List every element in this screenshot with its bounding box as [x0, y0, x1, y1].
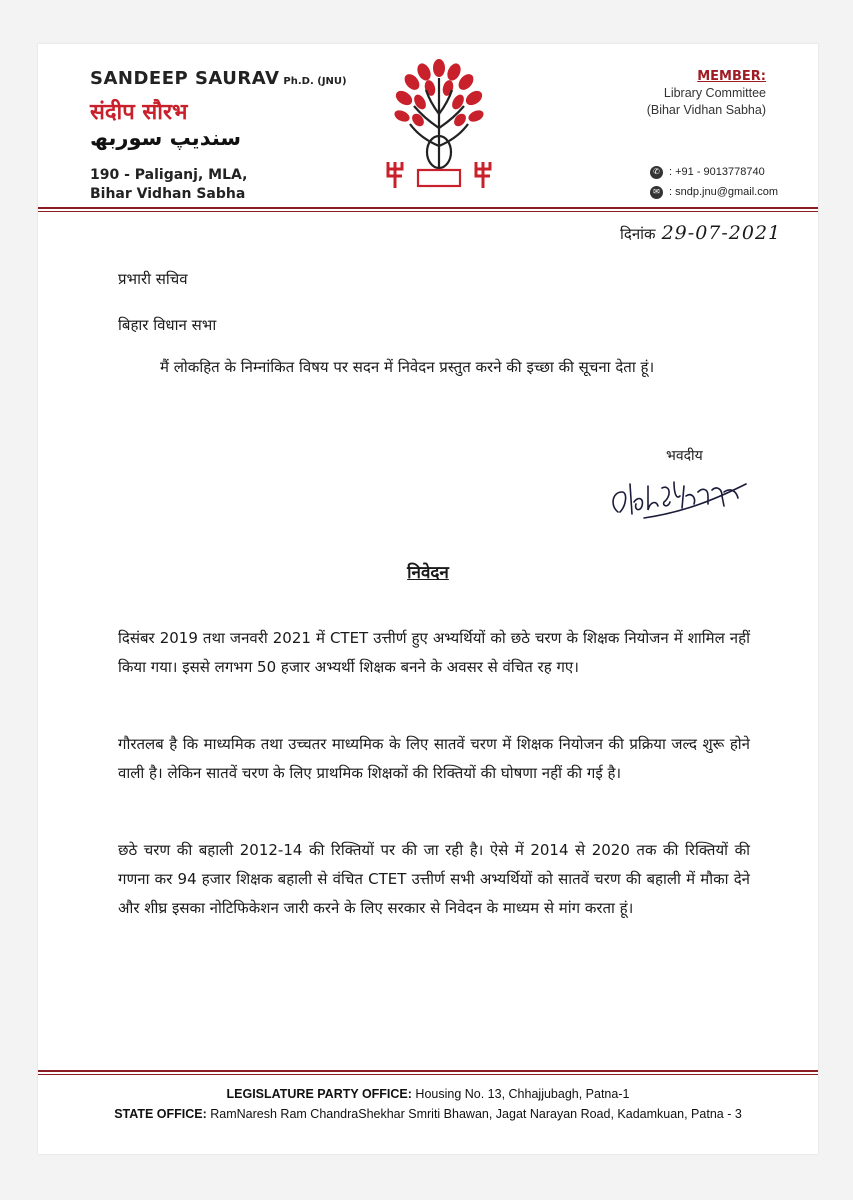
- section-heading: [38, 560, 818, 583]
- intro-paragraph: मैं लोकहित के निम्नांकित विषय पर सदन में निवेदन प्रस्तुत करने की इच्छा की सूचना देता हूं।: [160, 358, 655, 376]
- section-heading-text: निवेदन: [407, 563, 449, 583]
- sender-name-hindi: संदीप सौरभ: [90, 100, 188, 125]
- member-title: MEMBER:: [697, 69, 766, 84]
- body-paragraph-3: छठे चरण की बहाली 2012-14 की रिक्तियों पर की जा रही है। ऐसे में 2014 से 2020 तक की रिक्तियों की गणना कर 94 हजार शिक्षक बहाली से वंचित CTET उत्तीर्ण सभी अभ्यर्थियों को सातवें चरण की बहाली में मौका देने और शीघ्र इसका नोटिफिकेशन जारी करने के लिए सरकार से निवेदन के माध्यम से मांग करता हूं।: [118, 841, 750, 917]
- sender-degree: Ph.D. (JNU): [283, 76, 347, 87]
- footer-line-1-label: LEGISLATURE PARTY OFFICE:: [226, 1087, 412, 1101]
- header-divider: [38, 207, 818, 209]
- membership-block: [647, 68, 766, 119]
- member-house: (Bihar Vidhan Sabha): [646, 103, 766, 117]
- footer-line-2-text: RamNaresh Ram ChandraShekhar Smriti Bhawan, Jagat Narayan Road, Kadamkuan, Patna - 3: [210, 1107, 742, 1121]
- date-label: दिनांक: [620, 225, 656, 243]
- footer-addresses: [38, 1084, 818, 1124]
- constituency-line-2: Bihar Vidhan Sabha: [90, 186, 246, 202]
- phone-row: [650, 162, 778, 182]
- body-paragraph-2: गौरतलब है कि माध्यमिक तथा उच्चतर माध्यमिक के लिए सातवें चरण में शिक्षक नियोजन की प्रक्रिया जल्द शुरू होने वाली है। लेकिन सातवें चरण के लिए प्राथमिक शिक्षकों की रिक्तियों की घोषणा नहीं की गई है।: [118, 735, 750, 782]
- footer-line-2-label: STATE OFFICE:: [114, 1107, 207, 1121]
- recipient-line-2: बिहार विधान सभा: [118, 316, 217, 334]
- footer-divider: [38, 1070, 818, 1072]
- phone-number: : +91 - 9013778740: [669, 166, 765, 178]
- constituency-line-1: 190 - Paliganj, MLA,: [90, 167, 248, 183]
- member-committee: Library Committee: [663, 86, 766, 100]
- phone-icon: ✆: [650, 166, 663, 179]
- email-row: [650, 182, 778, 202]
- sender-constituency: [90, 166, 247, 204]
- footer-line-1: [38, 1084, 818, 1104]
- sender-name-text: SANDEEP SAURAV: [90, 68, 280, 89]
- party-logo-icon: [380, 58, 498, 188]
- sender-name-urdu: سندیپ سوربھ: [90, 126, 242, 150]
- mail-icon: ✉: [650, 186, 663, 199]
- email-address: : sndp.jnu@gmail.com: [669, 186, 778, 198]
- contact-block: [650, 162, 778, 202]
- footer-line-2: [38, 1104, 818, 1124]
- header-divider-thin: [38, 211, 818, 212]
- footer-divider-thin: [38, 1074, 818, 1075]
- recipient-line-1: प्रभारी सचिव: [118, 270, 188, 288]
- date-value: 29-07-2021: [661, 222, 782, 244]
- letter-page: [38, 44, 818, 1154]
- sender-name-english: [90, 68, 347, 89]
- handwritten-signature: [604, 462, 754, 524]
- body-paragraph-1: दिसंबर 2019 तथा जनवरी 2021 में CTET उत्तीर्ण हुए अभ्यर्थियों को छठे चरण के शिक्षक नियोजन में शामिल नहीं किया गया। इससे लगभग 50 हजार अभ्यर्थी शिक्षक बनने के अवसर से वंचित रह गए।: [118, 629, 750, 676]
- letter-date: [620, 222, 781, 244]
- footer-line-1-text: Housing No. 13, Chhajjubagh, Patna-1: [415, 1087, 630, 1101]
- closing-salutation: भवदीय: [666, 448, 703, 464]
